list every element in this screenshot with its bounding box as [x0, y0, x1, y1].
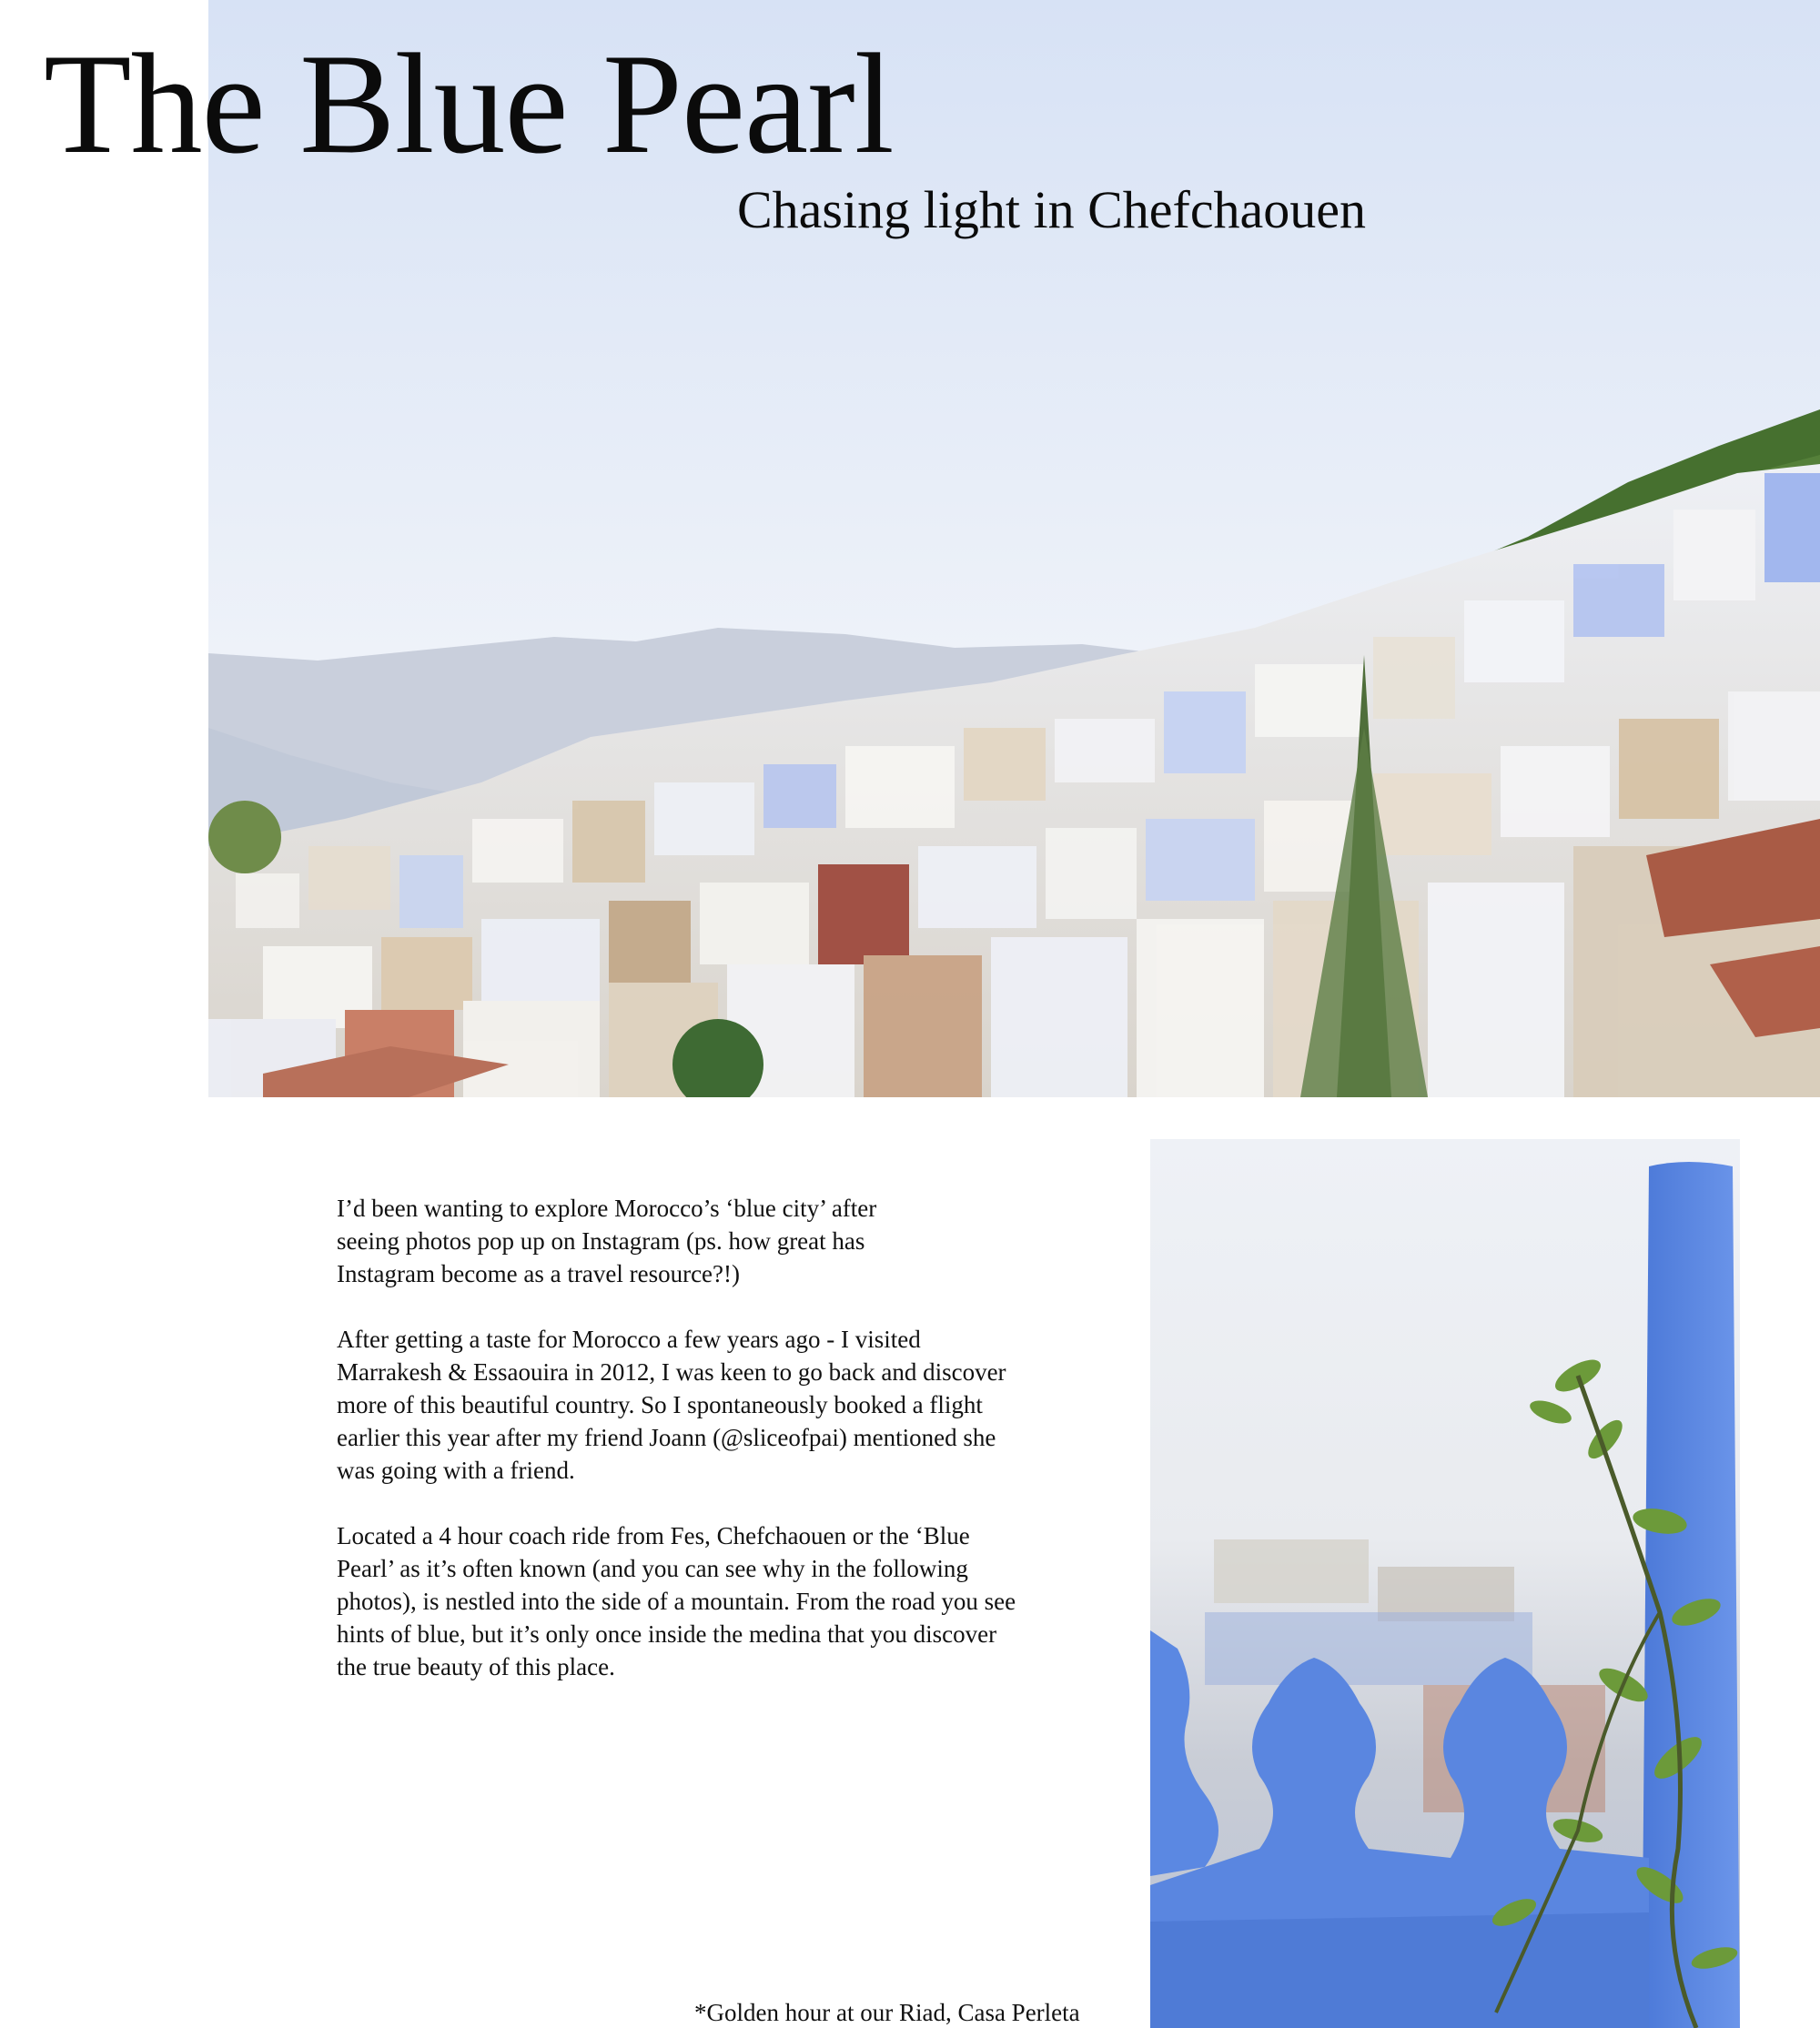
riad-rooftop-image	[1150, 1139, 1740, 2028]
paragraph-background: After getting a taste for Morocco a few years ago - I visited Marrakesh & Essaouira in 2012, I was keen to go back and discover more of this beautiful country. So I spontaneously booked a flight earlier this year after my friend Joann (@sliceofpai) mentioned she was going with a friend.	[337, 1326, 1006, 1484]
page-subtitle: Chasing light in Chefchaouen	[737, 180, 1367, 239]
article-body	[337, 1192, 1028, 1716]
page-title: The Blue Pearl	[44, 25, 894, 184]
paragraph-intro: I’d been wanting to explore Morocco’s ‘blue city’ after seeing photos pop up on Instagram (ps. how great has Instagram become as a travel resource?!)	[337, 1195, 877, 1287]
paragraph-location: Located a 4 hour coach ride from Fes, Chefchaouen or the ‘Blue Pearl’ as it’s often known (and you can see why in the following photos), is nestled into the side of a mountain. From the road you see hints of blue, but it’s only once inside the medina that you discover the true beauty of this place.	[337, 1522, 1016, 1680]
photo-caption: *Golden hour at our Riad, Casa Perleta	[694, 1999, 1080, 2026]
